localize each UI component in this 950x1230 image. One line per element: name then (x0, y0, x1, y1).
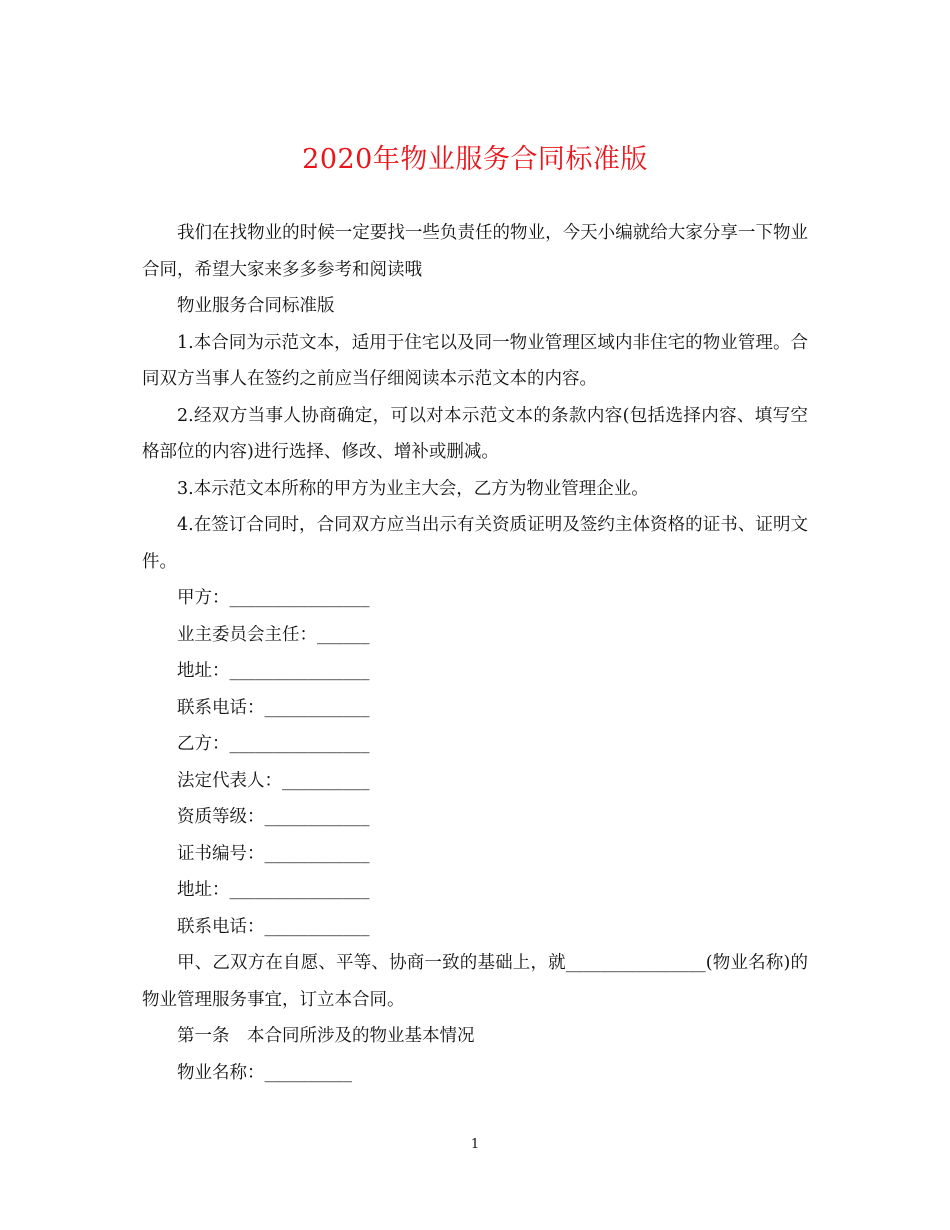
intro-paragraph: 我们在找物业的时候一定要找一些负责任的物业，今天小编就给大家分享一下物业合同，希望大家来多多参考和阅读哦 (142, 223, 808, 280)
committee-chair-field: 业主委员会主任：______ (177, 624, 370, 645)
party-a-address-field: 地址：________________ (177, 661, 370, 681)
party-b-phone-field: 联系电话：____________ (177, 916, 370, 937)
article-1-heading: 第一条 本合同所涉及的物业基本情况 (177, 1026, 475, 1046)
page-title: 2020年物业服务合同标准版 (302, 144, 648, 175)
clause-3: 3.本示范文本所称的甲方为业主大会，乙方为物业管理企业。 (177, 478, 649, 499)
qualification-level-field: 资质等级：____________ (177, 807, 370, 827)
certificate-number-field: 证书编号：____________ (177, 843, 370, 864)
party-a-field: 甲方：________________ (177, 588, 370, 608)
party-b-address-field: 地址：________________ (177, 880, 370, 900)
property-name-field: 物业名称：__________ (177, 1062, 352, 1083)
clause-1: 1.本合同为示范文本，适用于住宅以及同一物业管理区域内非住宅的物业管理。合同双方当事人在签约之前应当仔细阅读本示范文本的内容。 (142, 332, 808, 389)
document-body (142, 215, 808, 1091)
legal-representative-field: 法定代表人：__________ (177, 770, 370, 791)
party-a-phone-field: 联系电话：____________ (177, 697, 370, 718)
section-heading: 物业服务合同标准版 (177, 296, 335, 316)
clause-2: 2.经双方当事人协商确定，可以对本示范文本的条款内容(包括选择内容、填写空格部位的内容)进行选择、修改、增补或删减。 (142, 405, 808, 462)
clause-4: 4.在签订合同时，合同双方应当出示有关资质证明及签约主体资格的证书、证明文件。 (142, 515, 808, 572)
agreement-paragraph: 甲、乙双方在自愿、平等、协商一致的基础上，就________________(物业名称)的物业管理服务事宜，订立本合同。 (142, 953, 808, 1010)
page-number: 1 (470, 1137, 480, 1152)
party-b-field: 乙方：________________ (177, 734, 370, 754)
